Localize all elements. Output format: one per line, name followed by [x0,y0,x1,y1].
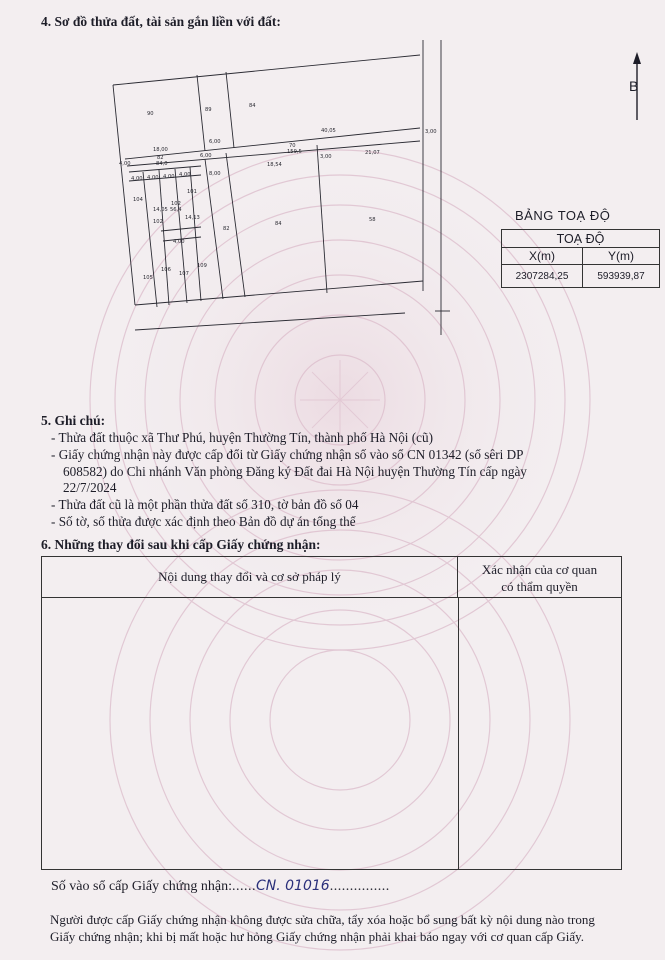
dim-4-00-b: 4,00 [147,175,159,181]
lot-89-label: 89 [205,107,212,113]
north-label: B [629,78,639,94]
footer-warning [50,911,630,945]
lot-109-label: 109 [197,263,207,269]
footer-line-1: Người được cấp Giấy chứng nhận không được sửa chữa, tẩy xóa hoặc bổ sung bất kỳ nội dung nào trong [50,912,595,927]
note-2-line-3: 22/7/2024 [63,480,117,496]
issue-dots-after: ............... [329,879,390,894]
lot-82-lower-label: 82 [223,226,230,232]
dim-6-00: 6,00 [209,139,221,145]
dim-4-00-a: 4,00 [131,176,143,182]
lot-70-label: 70 [289,143,296,149]
coordinate-header: TOẠ ĐỘ [502,230,660,248]
lot-106-label: 106 [161,267,171,273]
dim-4-00-d: 4,00 [179,172,191,178]
changes-col-confirmation-line-2: có thẩm quyền [501,579,578,594]
lot-101-label: 101 [187,189,197,195]
dim-3-00-a: 3,00 [425,129,437,135]
notes-block [51,430,611,531]
coordinate-col-x: X(m) [502,248,583,265]
lot-58-label: 58 [369,217,376,223]
dim-18-00: 18,00 [153,147,168,153]
coordinate-x-value: 2307284,25 [502,265,583,288]
note-3: - Thửa đất cũ là một phần thửa đất số 310, tờ bản đồ số 04 [51,497,359,513]
dim-4-00-v: 4,00 [119,161,131,167]
dim-8-00: 8,00 [209,171,221,177]
issue-number-line [51,878,390,895]
section-4-title: 4. Sơ đồ thửa đất, tài sản gắn liền với đất: [41,14,281,29]
dim-40-05: 40,05 [321,128,336,134]
dim-6-00-v: 6,00 [200,153,212,159]
dim-14-13: 14,13 [185,215,200,221]
footer-line-2: Giấy chứng nhận; khi bị mất hoặc hư hỏng Giấy chứng nhận phải khai báo ngay với cơ quan cấp Giấy. [50,929,585,944]
coordinate-y-value: 593939,87 [583,265,660,288]
changes-divider [458,598,459,869]
dim-21-07: 21,07 [365,150,380,156]
coordinate-col-y: Y(m) [583,248,660,265]
note-2-line-1: - Giấy chứng nhận này được cấp đổi từ Giấy chứng nhận số vào sổ CN 01342 (số sêri DP [51,446,524,462]
lot-102-area: 56,4 [170,207,182,213]
changes-table [41,556,622,870]
dim-4-00-e: 4,00 [173,239,185,245]
section-5-title: 5. Ghi chú: [41,413,106,428]
land-plot-diagram [105,35,465,340]
dim-18-54: 18,54 [267,162,282,168]
lot-102-label: 102 [171,201,181,207]
lot-82-area: 84,0 [156,161,168,167]
lot-84-label: 84 [249,103,256,109]
changes-col-confirmation [458,557,621,598]
coordinate-table-title: BẢNG TOẠ ĐỘ [515,208,611,223]
coordinate-table [501,229,660,288]
north-arrow [627,50,647,122]
changes-col-confirmation-line-1: Xác nhận của cơ quan [481,562,598,577]
lot-104-label: 104 [133,197,143,203]
note-2-line-2: 608582) do Chi nhánh Văn phòng Đăng ký Đất đai Hà Nội huyện Thường Tín cấp ngày [63,463,527,479]
lot-107-label: 107 [179,271,189,277]
changes-col-content: Nội dung thay đổi và cơ sở pháp lý [42,557,458,598]
issue-number-label: Số vào sổ cấp Giấy chứng nhận: [51,879,232,894]
dim-14-05: 14,05 [153,207,168,213]
issue-number-value: CN. 01016 [256,878,330,894]
dim-3-00-b: 3,00 [320,154,332,160]
lot-105-label: 105 [143,275,153,281]
note-1: - Thửa đất thuộc xã Thư Phú, huyện Thường Tín, thành phố Hà Nội (cũ) [51,430,433,445]
lot-84-lower-label: 84 [275,221,282,227]
issue-dots-before: ...... [232,879,256,894]
lot-82-label: 82 [157,155,164,161]
lot-70-area: 159,5 [287,149,302,155]
lot-90-label: 90 [147,111,154,117]
note-4: - Số tờ, số thửa được xác định theo Bản đồ dự án tổng thể [51,513,356,529]
section-6-title: 6. Những thay đổi sau khi cấp Giấy chứng nhận: [41,537,321,552]
dim-4-00-c: 4,00 [163,174,175,180]
lot-102-lower-label: 102 [153,219,163,225]
